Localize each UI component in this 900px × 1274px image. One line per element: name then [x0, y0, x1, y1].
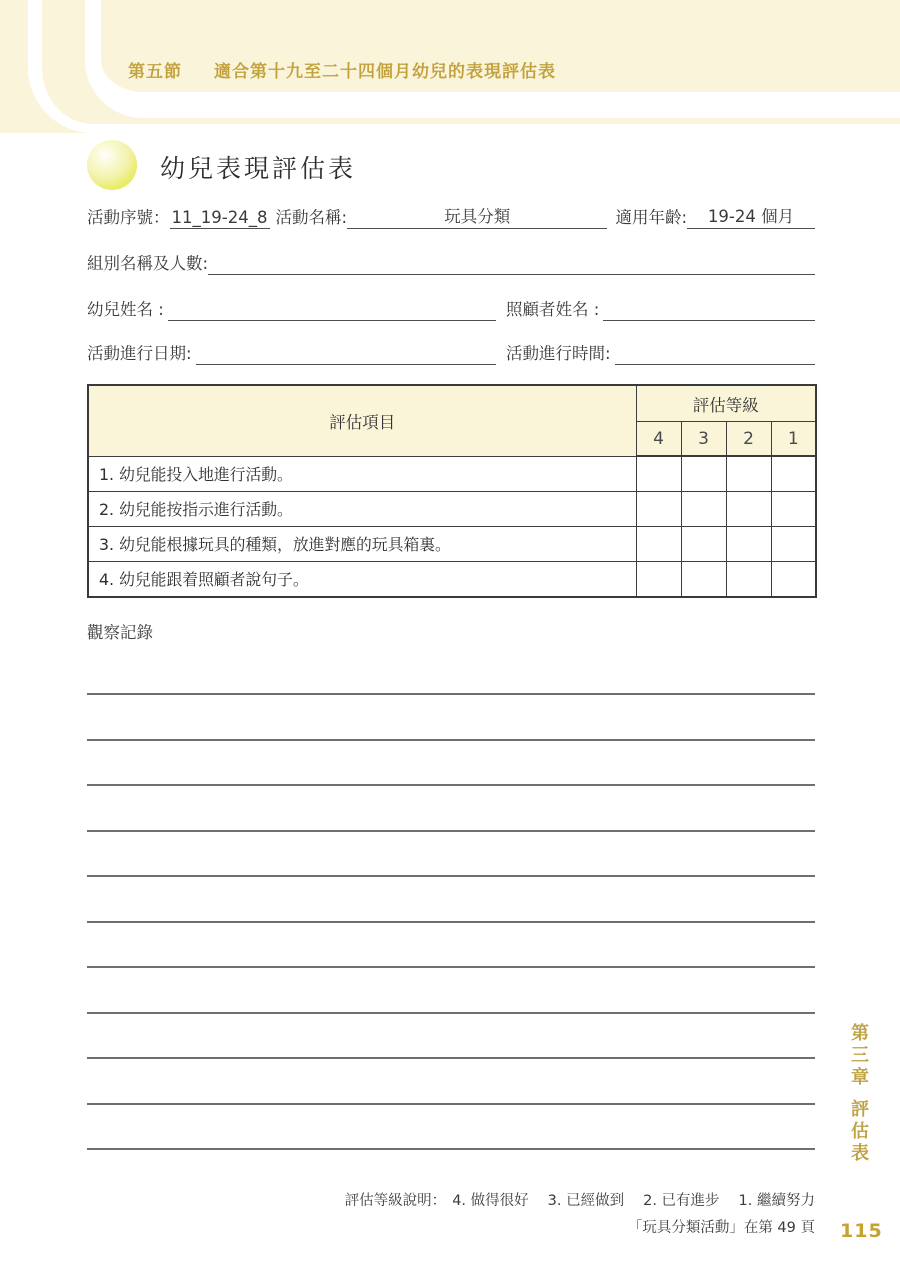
ruled-line: [87, 875, 815, 877]
rating-cell: [681, 561, 726, 597]
items-column-header: 評估項目: [88, 385, 636, 456]
date-label: 活動進行日期:: [87, 344, 192, 363]
item-text: 2. 幼兒能按指示進行活動。: [88, 491, 636, 526]
rating-cell: [726, 456, 771, 491]
rating-cell: [771, 561, 816, 597]
rating-level-3: 3: [681, 422, 726, 457]
item-text: 4. 幼兒能跟着照顧者說句子。: [88, 561, 636, 597]
legend-item: 4. 做得很好: [452, 1193, 529, 1209]
activity-number-label: 活動序號：: [87, 208, 170, 227]
caregiver-label: 照顧者姓名 :: [506, 300, 600, 319]
rating-cell: [771, 526, 816, 561]
group-field: [208, 248, 815, 275]
rating-cell: [636, 456, 681, 491]
assessment-table: [87, 384, 817, 598]
ball-icon: [87, 140, 137, 190]
form-row-names: [87, 294, 815, 321]
ruled-line: [87, 921, 815, 923]
item-text: 3. 幼兒能根據玩具的種類，放進對應的玩具箱裏。: [88, 526, 636, 561]
rating-legend: [345, 1189, 815, 1210]
table-row: [88, 456, 816, 491]
time-label: 活動進行時間:: [506, 344, 611, 363]
ruled-line: [87, 966, 815, 968]
ruled-line: [87, 784, 815, 786]
rating-cell: [771, 491, 816, 526]
chapter-tab: [845, 1023, 871, 1165]
rating-cell: [681, 456, 726, 491]
legend-item: 3. 已經做到: [547, 1193, 625, 1209]
age-label: 適用年齡:: [615, 208, 687, 227]
activity-name-field: [347, 202, 607, 229]
form-row-activity: [87, 202, 815, 229]
ruled-line: [87, 1103, 815, 1105]
table-row: [88, 491, 816, 526]
section-number: 第五節: [128, 62, 182, 82]
rating-cell: [771, 456, 816, 491]
caregiver-field: [603, 294, 815, 321]
time-field: [615, 338, 815, 365]
rating-level-4: 4: [636, 422, 681, 457]
observation-label: 觀察記錄: [87, 623, 153, 642]
age-field: [687, 202, 815, 229]
rating-cell: [726, 491, 771, 526]
group-label: 組別名稱及人數:: [87, 254, 209, 273]
child-name-field: [168, 294, 496, 321]
age-value: 19-24 個月: [707, 207, 795, 226]
ruled-line: [87, 1012, 815, 1014]
page-title: 幼兒表現評估表: [160, 154, 357, 183]
item-text: 1. 幼兒能投入地進行活動。: [88, 456, 636, 491]
activity-number-field: [170, 202, 270, 229]
child-name-label: 幼兒姓名 :: [87, 300, 164, 319]
header-band: [0, 0, 900, 133]
rating-cell: [726, 526, 771, 561]
ruled-line: [87, 1148, 815, 1150]
chapter-label: 第三章: [848, 1023, 869, 1089]
rating-level-1: 1: [771, 422, 816, 457]
observation-lines: [87, 693, 815, 1153]
rating-cell: [636, 561, 681, 597]
rating-cell: [636, 526, 681, 561]
reference-note: 「玩具分類活動」在第 49 頁: [627, 1220, 815, 1236]
ruled-line: [87, 693, 815, 695]
form-row-group: [87, 248, 815, 275]
rating-cell: [681, 526, 726, 561]
activity-number-value: 11_19-24_8: [171, 208, 268, 227]
table-row: [88, 561, 816, 597]
page-number: 115: [840, 1220, 883, 1242]
ruled-line: [87, 739, 815, 741]
legend-item: 2. 已有進步: [643, 1193, 720, 1209]
ruled-line: [87, 1057, 815, 1059]
chapter-section-label: 評估表: [848, 1099, 869, 1165]
rating-level-2: 2: [726, 422, 771, 457]
activity-name-value: 玩具分類: [444, 207, 511, 226]
form-row-datetime: [87, 338, 815, 365]
legend-title: 評估等級說明：: [344, 1193, 447, 1209]
rating-cell: [636, 491, 681, 526]
section-name: 適合第十九至二十四個月幼兒的表現評估表: [214, 62, 556, 82]
legend-item: 1. 繼續努力: [738, 1193, 815, 1209]
table-row: [88, 526, 816, 561]
rating-column-header: 評估等級: [636, 385, 816, 422]
section-title: [128, 57, 556, 82]
ruled-line: [87, 830, 815, 832]
activity-name-label: 活動名稱:: [275, 208, 348, 227]
rating-cell: [726, 561, 771, 597]
date-field: [196, 338, 496, 365]
rating-cell: [681, 491, 726, 526]
